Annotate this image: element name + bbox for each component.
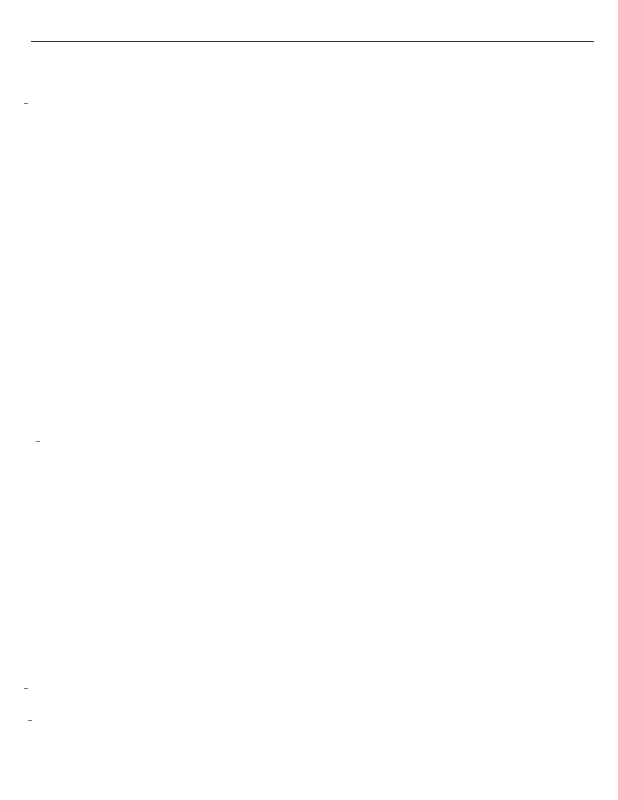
scan-mark (24, 103, 28, 104)
right-column (318, 74, 594, 82)
left-column (48, 80, 306, 141)
scan-mark (36, 441, 40, 442)
header-rule (31, 41, 594, 42)
scan-mark (24, 688, 28, 689)
scan-mark (28, 720, 32, 721)
